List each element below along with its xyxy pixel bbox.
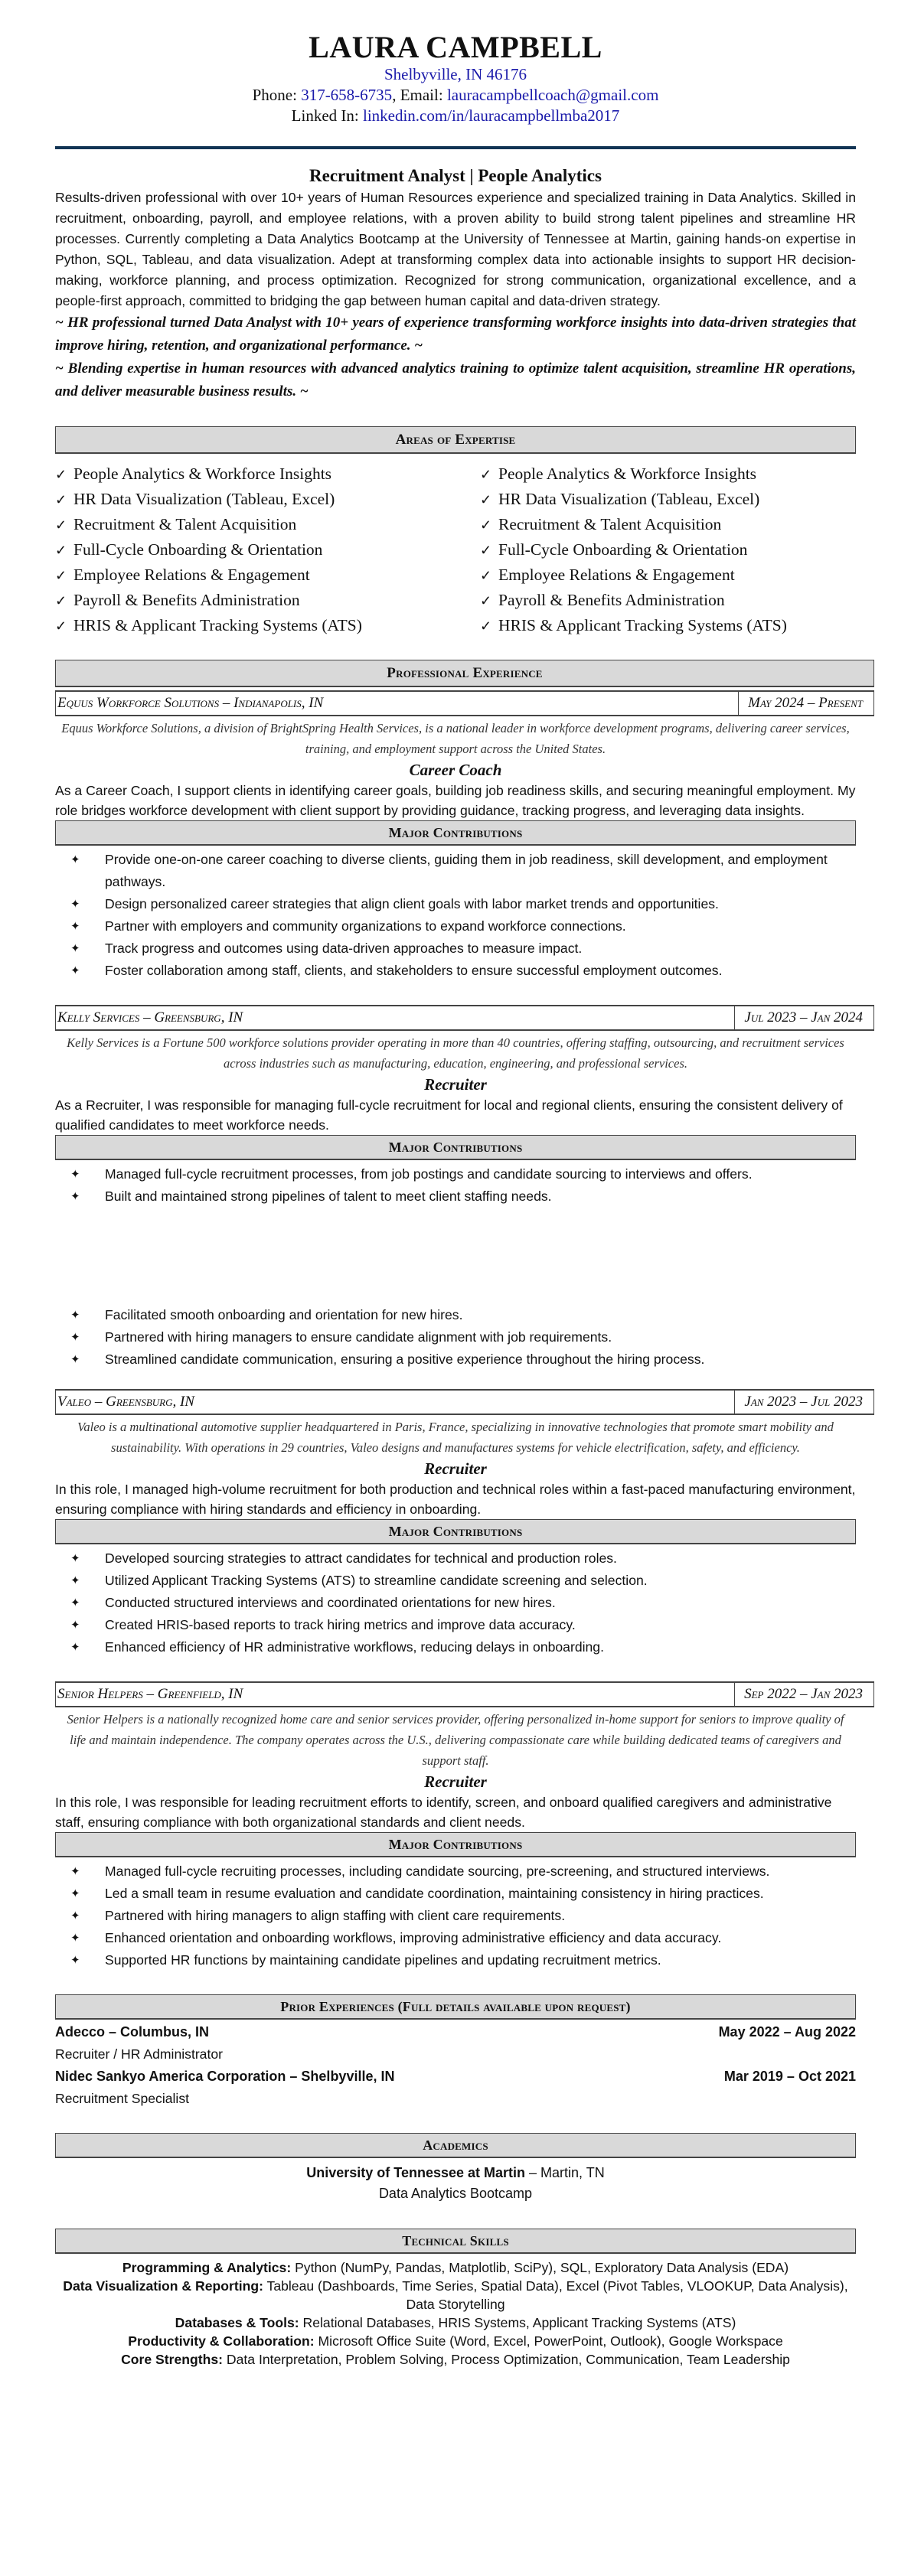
diamond-bullet-icon: ✦ xyxy=(70,1596,80,1609)
skill-row xyxy=(55,2314,856,2332)
contribution-item xyxy=(70,1883,856,1905)
contribution-item xyxy=(70,960,856,982)
expertise-label: Recruitment & Talent Acquisition xyxy=(73,515,297,533)
expertise-item xyxy=(480,562,856,588)
expertise-label: HRIS & Applicant Tracking Systems (ATS) xyxy=(498,616,787,634)
expertise-item xyxy=(55,562,448,588)
skill-label: Data Visualization & Reporting: xyxy=(63,2278,263,2294)
expertise-item xyxy=(55,512,448,537)
contribution-text: Built and maintained strong pipelines of talent to meet client staffing needs. xyxy=(105,1189,552,1204)
expertise-label: Employee Relations & Engagement xyxy=(73,566,310,584)
diamond-bullet-icon: ✦ xyxy=(70,1190,80,1203)
skill-value: Data Interpretation, Problem Solving, Process Optimization, Communication, Team Leadership xyxy=(223,2352,790,2367)
role-summary: In this role, I was responsible for leading recruitment efforts to identify, screen, and onboard qualified caregivers and administrative staff, ensuring compliance with both organizational standards and client needs. xyxy=(55,1795,832,1830)
location: Shelbyville, IN 46176 xyxy=(384,65,527,83)
section-header-experience: Professional Experience xyxy=(55,660,874,687)
expertise-label: HR Data Visualization (Tableau, Excel) xyxy=(73,490,335,508)
contribution-item xyxy=(70,1570,856,1592)
prior-role: Recruiter / HR Administrator xyxy=(55,2046,224,2062)
check-icon: ✓ xyxy=(480,543,492,558)
contribution-item xyxy=(70,1927,856,1949)
contribution-text: Enhanced efficiency of HR administrative workflows, reducing delays in onboarding. xyxy=(105,1639,604,1655)
skill-label: Core Strengths: xyxy=(121,2352,224,2367)
page-gap xyxy=(70,1208,856,1304)
contribution-item xyxy=(70,1348,856,1371)
expertise-grid xyxy=(55,454,856,638)
contribution-text: Supported HR functions by maintaining candidate pipelines and updating recruitment metrics. xyxy=(105,1952,661,1968)
check-icon: ✓ xyxy=(55,467,67,482)
contribution-item xyxy=(70,1905,856,1927)
contributions-header: Major Contributions xyxy=(55,1832,856,1857)
contribution-text: Provide one-on-one career coaching to diverse clients, guiding them in job readiness, skill development, and employment pathways. xyxy=(105,852,828,889)
expertise-item xyxy=(480,461,856,487)
company-description: Equus Workforce Solutions, a division of BrightSpring Health Services, is a national leader in workforce development programs, delivering career services, training, and employment support across the United States. xyxy=(61,721,850,756)
prior-company: Nidec Sankyo America Corporation – Shelbyville, IN xyxy=(55,2069,395,2084)
contribution-text: Partnered with hiring managers to align staffing with client care requirements. xyxy=(105,1908,566,1923)
contribution-text: Partner with employers and community organizations to expand workforce connections. xyxy=(105,918,626,934)
school-line xyxy=(55,2163,856,2183)
contributions-list xyxy=(55,1160,856,1371)
diamond-bullet-icon: ✦ xyxy=(70,942,80,955)
email-link[interactable]: lauracampbellcoach@gmail.com xyxy=(446,86,659,104)
school-name: University of Tennessee at Martin xyxy=(306,2165,526,2180)
diamond-bullet-icon: ✦ xyxy=(70,1619,80,1632)
prior-experience-list xyxy=(55,2020,856,2110)
role-title: Recruiter xyxy=(424,1075,487,1094)
company-description: Kelly Services is a Fortune 500 workforce solutions provider operating in more than 40 countries, offering staffing, outsourcing, and recruitment services across industries such as manufacturing, education, engineering, and professional services. xyxy=(67,1035,844,1071)
diamond-bullet-icon: ✦ xyxy=(70,1865,80,1878)
diamond-bullet-icon: ✦ xyxy=(70,1641,80,1654)
job-entry-equus xyxy=(55,690,863,982)
skill-row xyxy=(55,2350,856,2369)
expertise-label: People Analytics & Workforce Insights xyxy=(498,465,757,483)
role-title: Career Coach xyxy=(409,761,502,779)
diamond-bullet-icon: ✦ xyxy=(70,1331,80,1344)
diamond-bullet-icon: ✦ xyxy=(70,1309,80,1322)
section-header-prior: Prior Experiences (Full details available upon request) xyxy=(55,1994,856,2020)
job-header xyxy=(55,1681,874,1707)
contribution-text: Facilitated smooth onboarding and orientation for new hires. xyxy=(105,1307,463,1322)
job-company: Kelly Services – Greensburg, IN xyxy=(57,1009,243,1026)
skill-row xyxy=(55,2332,856,2350)
contributions-header: Major Contributions xyxy=(55,820,856,846)
job-entry-senior-helpers xyxy=(55,1681,863,1971)
expertise-label: Employee Relations & Engagement xyxy=(498,566,735,584)
tagline-1: ~ HR professional turned Data Analyst with 10+ years of experience transforming workforce insights into data-driven strategies that improve hiring, retention, and organizational performance. ~ xyxy=(55,315,856,354)
contribution-item xyxy=(70,1614,856,1636)
expertise-label: Payroll & Benefits Administration xyxy=(73,591,300,609)
job-dates: Jul 2023 – Jan 2024 xyxy=(734,1006,873,1029)
contribution-item xyxy=(70,1636,856,1658)
diamond-bullet-icon: ✦ xyxy=(70,1552,80,1565)
contributions-list xyxy=(55,1857,856,1971)
professional-title: Recruitment Analyst | People Analytics xyxy=(309,166,602,185)
diamond-bullet-icon: ✦ xyxy=(70,1932,80,1945)
check-icon: ✓ xyxy=(55,568,67,583)
job-entry-valeo xyxy=(55,1389,863,1658)
contribution-text: Utilized Applicant Tracking Systems (ATS) to streamline candidate screening and selection. xyxy=(105,1573,648,1588)
expertise-item xyxy=(480,487,856,512)
job-header xyxy=(55,690,874,716)
expertise-item xyxy=(480,512,856,537)
diamond-bullet-icon: ✦ xyxy=(70,898,80,911)
company-description: Valeo is a multinational automotive supplier headquartered in Paris, France, specializing in innovative technologies that promote smart mobility and sustainability. With operations in 29 countries, Valeo designs and manufactures systems for vehicle electrification, safety, and efficiency. xyxy=(77,1420,834,1455)
expertise-label: People Analytics & Workforce Insights xyxy=(73,465,332,483)
diamond-bullet-icon: ✦ xyxy=(70,964,80,977)
job-header xyxy=(55,1389,874,1415)
expertise-column-left xyxy=(55,461,448,638)
resume-header xyxy=(55,31,856,126)
prior-role: Recruitment Specialist xyxy=(55,2091,190,2106)
diamond-bullet-icon: ✦ xyxy=(70,1574,80,1587)
check-icon: ✓ xyxy=(480,467,492,482)
skill-row xyxy=(55,2258,856,2277)
skill-row xyxy=(55,2277,856,2314)
skill-label: Productivity & Collaboration: xyxy=(128,2333,315,2349)
contribution-item xyxy=(70,849,856,893)
summary-paragraph: Results-driven professional with over 10+ years of Human Resources experience and specialized training in Data Analytics. Skilled in recruitment, onboarding, payroll, and employee relations, with a proven ability to build strong talent pipelines and streamline HR processes. Currently completing a Data Analytics Bootcamp at the University of Tennessee at Martin, gaining hands-on expertise in Python, SQL, Tableau, and data visualization. Adept at transforming complex data into actionable insights to support HR decision-making, workforce planning, and process optimization. Recognized for strong communication, organizational excellence, and a people-first approach, committed to bridging the gap between human capital and data-driven strategy. xyxy=(55,190,856,308)
check-icon: ✓ xyxy=(55,492,67,507)
diamond-bullet-icon: ✦ xyxy=(70,920,80,933)
prior-company: Adecco – Columbus, IN xyxy=(55,2024,210,2040)
contribution-text: Track progress and outcomes using data-driven approaches to measure impact. xyxy=(105,941,583,956)
expertise-item xyxy=(55,537,448,562)
check-icon: ✓ xyxy=(480,593,492,608)
check-icon: ✓ xyxy=(55,543,67,558)
job-company: Equus Workforce Solutions – Indianapolis, IN xyxy=(57,695,324,711)
job-dates: Jan 2023 – Jul 2023 xyxy=(734,1391,873,1414)
skill-value: Microsoft Office Suite (Word, Excel, PowerPoint, Outlook), Google Workspace xyxy=(314,2333,783,2349)
contribution-text: Partnered with hiring managers to ensure candidate alignment with job requirements. xyxy=(105,1329,612,1345)
contribution-item xyxy=(70,1163,856,1185)
skill-value: Relational Databases, HRIS Systems, Applicant Tracking Systems (ATS) xyxy=(299,2315,736,2330)
job-company: Valeo – Greensburg, IN xyxy=(57,1394,194,1410)
diamond-bullet-icon: ✦ xyxy=(70,1909,80,1922)
diamond-bullet-icon: ✦ xyxy=(70,1353,80,1366)
contribution-text: Managed full-cycle recruitment processes, from job postings and candidate sourcing to interviews and offers. xyxy=(105,1166,753,1182)
contribution-text: Streamlined candidate communication, ensuring a positive experience throughout the hiring process. xyxy=(105,1352,705,1367)
skill-label: Databases & Tools: xyxy=(175,2315,299,2330)
linkedin-link[interactable]: linkedin.com/in/lauracampbellmba2017 xyxy=(362,106,620,125)
expertise-label: HR Data Visualization (Tableau, Excel) xyxy=(498,490,760,508)
check-icon: ✓ xyxy=(480,517,492,533)
section-header-academics: Academics xyxy=(55,2133,856,2158)
check-icon: ✓ xyxy=(55,618,67,634)
expertise-item xyxy=(480,588,856,613)
expertise-label: Payroll & Benefits Administration xyxy=(498,591,725,609)
job-dates: Sep 2022 – Jan 2023 xyxy=(734,1683,873,1706)
expertise-item xyxy=(55,588,448,613)
job-header xyxy=(55,1005,874,1031)
skill-value: Tableau (Dashboards, Time Series, Spatial Data), Excel (Pivot Tables, VLOOKUP, Data Analysis), Data Storytelling xyxy=(263,2278,848,2312)
expertise-column-right xyxy=(463,461,856,638)
contributions-list xyxy=(55,1544,856,1658)
expertise-label: Full-Cycle Onboarding & Orientation xyxy=(498,540,748,559)
prior-item-header xyxy=(55,2066,856,2088)
contribution-text: Led a small team in resume evaluation and candidate coordination, maintaining consistency in hiring practices. xyxy=(105,1886,764,1901)
contribution-text: Conducted structured interviews and coordinated orientations for new hires. xyxy=(105,1595,556,1610)
skill-value: Python (NumPy, Pandas, Matplotlib, SciPy), SQL, Exploratory Data Analysis (EDA) xyxy=(291,2260,789,2275)
expertise-item xyxy=(480,537,856,562)
skill-label: Programming & Analytics: xyxy=(122,2260,292,2275)
expertise-label: Recruitment & Talent Acquisition xyxy=(498,515,722,533)
job-entry-kelly xyxy=(55,1005,863,1371)
contributions-header: Major Contributions xyxy=(55,1519,856,1544)
job-dates: May 2024 – Present xyxy=(738,692,873,715)
check-icon: ✓ xyxy=(55,593,67,608)
prior-dates: Mar 2019 – Oct 2021 xyxy=(723,2069,856,2084)
contribution-text: Managed full-cycle recruiting processes, including candidate sourcing, pre-screening, and structured interviews. xyxy=(105,1864,770,1879)
expertise-item xyxy=(55,487,448,512)
check-icon: ✓ xyxy=(480,568,492,583)
candidate-name: LAURA CAMPBELL xyxy=(309,30,602,64)
skills-block xyxy=(55,2254,856,2369)
contribution-item xyxy=(70,1326,856,1348)
phone-label: Phone: xyxy=(252,86,302,104)
header-divider xyxy=(55,146,856,149)
phone-link[interactable]: 317-658-6735 xyxy=(301,86,393,104)
contribution-text: Developed sourcing strategies to attract candidates for technical and production roles. xyxy=(105,1550,617,1566)
diamond-bullet-icon: ✦ xyxy=(70,1168,80,1181)
program-name: Data Analytics Bootcamp xyxy=(378,2186,533,2201)
tagline-2: ~ Blending expertise in human resources with advanced analytics training to optimize talent acquisition, streamline HR operations, and deliver measurable business results. ~ xyxy=(55,360,856,399)
email-label: , Email: xyxy=(392,86,447,104)
diamond-bullet-icon: ✦ xyxy=(70,853,80,866)
contributions-list xyxy=(55,846,856,982)
expertise-item xyxy=(480,613,856,638)
contribution-item xyxy=(70,915,856,937)
linkedin-line xyxy=(55,106,856,126)
contribution-item xyxy=(70,1547,856,1570)
role-title: Recruiter xyxy=(424,1459,487,1478)
school-location: – Martin, TN xyxy=(525,2165,605,2180)
contribution-text: Enhanced orientation and onboarding workflows, improving administrative efficiency and data accuracy. xyxy=(105,1930,722,1945)
section-header-expertise: Areas of Expertise xyxy=(55,426,856,454)
expertise-label: Full-Cycle Onboarding & Orientation xyxy=(73,540,323,559)
diamond-bullet-icon: ✦ xyxy=(70,1954,80,1967)
expertise-item xyxy=(55,613,448,638)
contributions-header: Major Contributions xyxy=(55,1135,856,1160)
contribution-item xyxy=(70,893,856,915)
prior-item-header xyxy=(55,2021,856,2043)
role-summary: As a Recruiter, I was responsible for managing full-cycle recruitment for local and regional clients, ensuring the consistent delivery of qualified candidates to meet workforce needs. xyxy=(55,1097,843,1133)
contact-line xyxy=(55,85,856,106)
prior-dates: May 2022 – Aug 2022 xyxy=(718,2024,856,2040)
contribution-item xyxy=(70,1592,856,1614)
contribution-item xyxy=(70,1949,856,1971)
role-summary: As a Career Coach, I support clients in identifying career goals, building job readiness skills, and securing meaningful employment. My role bridges workforce development with client support by providing guidance, tracking progress, and leveraging data insights. xyxy=(55,783,856,818)
company-description: Senior Helpers is a nationally recognized home care and senior services provider, offering personalized in-home support for seniors to improve quality of life and maintain independence. The company operates across the U.S., delivering compassionate care while building dedicated teams of caregivers and support staff. xyxy=(67,1712,844,1768)
contribution-item xyxy=(70,1185,856,1208)
check-icon: ✓ xyxy=(480,618,492,634)
section-header-skills: Technical Skills xyxy=(55,2229,856,2254)
role-title: Recruiter xyxy=(424,1772,487,1791)
role-summary: In this role, I managed high-volume recruitment for both production and technical roles within a fast-paced manufacturing environment, ensuring compliance with hiring standards and efficiency in onboarding. xyxy=(55,1482,856,1517)
contribution-text: Design personalized career strategies that align client goals with labor market trends and opportunities. xyxy=(105,896,719,911)
diamond-bullet-icon: ✦ xyxy=(70,1887,80,1900)
expertise-item xyxy=(55,461,448,487)
contribution-text: Foster collaboration among staff, clients, and stakeholders to ensure successful employment outcomes. xyxy=(105,963,723,978)
expertise-label: HRIS & Applicant Tracking Systems (ATS) xyxy=(73,616,362,634)
contribution-item xyxy=(70,1304,856,1326)
contribution-item xyxy=(70,1860,856,1883)
linkedin-label: Linked In: xyxy=(291,106,363,125)
contribution-text: Created HRIS-based reports to track hiring metrics and improve data accuracy. xyxy=(105,1617,576,1632)
contribution-item xyxy=(70,937,856,960)
check-icon: ✓ xyxy=(55,517,67,533)
academics-block xyxy=(55,2158,856,2204)
job-company: Senior Helpers – Greenfield, IN xyxy=(57,1686,243,1702)
check-icon: ✓ xyxy=(480,492,492,507)
